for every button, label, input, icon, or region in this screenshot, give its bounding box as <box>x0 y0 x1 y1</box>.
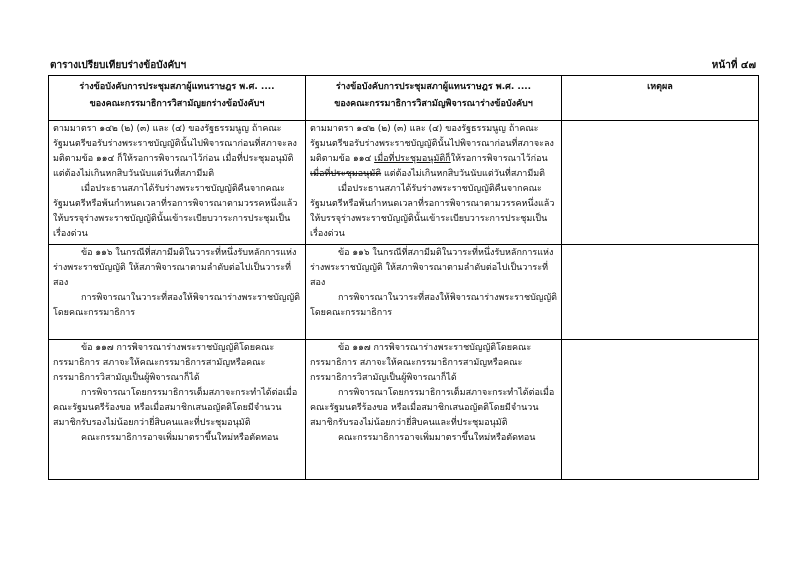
table-row <box>49 245 759 340</box>
row3-right-cell <box>306 340 562 480</box>
row3-right-para3: คณะกรรมาธิการอาจเพิ่มมาตราขึ้นใหม่หรือตัดทอน <box>338 433 536 443</box>
row1-reason-cell <box>562 121 759 245</box>
row3-right-para1: ข้อ ๑๑๗ การพิจารณาร่างพระราชบัญญัติโดยคณะกรรมาธิการ สภาจะให้คณะกรรมาธิการสามัญหรือคณะกรรมาธิการวิสามัญเป็นผู้พิจารณาก็ได้ <box>310 343 532 383</box>
row2-left-para2: การพิจารณาในวาระที่สองให้พิจารณาร่างพระราชบัญญัติโดยคณะกรรมาธิการ <box>53 293 300 318</box>
row1-right-para2: เมื่อประธานสภาได้รับร่างพระราชบัญญัติคืนจากคณะรัฐมนตรีหรือพ้นกำหนดเวลาที่รอการพิจารณาตามวรรคหนึ่งแล้ว ให้บรรจุร่างพระราชบัญญัตินั้นเข้าระเบียบวาระการประชุมเป็นเรื่องด่วน <box>310 184 555 239</box>
col2-header-line2: ของคณะกรรมาธิการวิสามัญพิจารณาร่างข้อบังคับฯ <box>334 99 533 109</box>
col1-header-line1: ร่างข้อบังคับการประชุมสภาผู้แทนราษฎร พ.ศ. .... <box>79 82 275 92</box>
row3-left-cell <box>49 340 306 480</box>
row3-left-para1: ข้อ ๑๑๗ การพิจารณาร่างพระราชบัญญัติโดยคณะกรรมาธิการ สภาจะให้คณะกรรมาธิการสามัญหรือคณะกรรมาธิการวิสามัญเป็นผู้พิจารณาก็ได้ <box>53 343 275 383</box>
row2-reason-cell <box>562 245 759 340</box>
row2-left-para1: ข้อ ๑๑๖ ในกรณีที่สภามีมติในวาระที่หนึ่งรับหลักการแห่งร่างพระราชบัญญัติ ให้สภาพิจารณาตามลำดับต่อไปเป็นวาระที่สอง <box>53 248 297 288</box>
row1-right-inserted-text: เมื่อที่ประชุมอนุมัติก็ <box>374 154 451 164</box>
row1-right-deleted-text: เมื่อที่ประชุมอนุมัติ <box>310 169 382 179</box>
row1-left-cell <box>49 121 306 245</box>
row2-right-para2: การพิจารณาในวาระที่สองให้พิจารณาร่างพระราชบัญญัติโดยคณะกรรมาธิการ <box>310 293 557 318</box>
row2-left-cell <box>49 245 306 340</box>
row1-left-para2: เมื่อประธานสภาได้รับร่างพระราชบัญญัติคืนจากคณะรัฐมนตรีหรือพ้นกำหนดเวลาที่รอการพิจารณาตามวรรคหนึ่งแล้ว ให้บรรจุร่างพระราชบัญญัตินั้นเข้าระเบียบวาระการประชุมเป็นเรื่องด่วน <box>53 184 298 239</box>
table-header-row <box>49 76 759 121</box>
col1-header-line2: ของคณะกรรมาธิการวิสามัญยกร่างข้อบังคับฯ <box>89 99 265 109</box>
col1-header <box>49 76 306 121</box>
row2-right-cell <box>306 245 562 340</box>
row1-right-cell <box>306 121 562 245</box>
row3-left-para3: คณะกรรมาธิการอาจเพิ่มมาตราขึ้นใหม่หรือตัดทอน <box>81 433 279 443</box>
col3-header: เหตุผล <box>562 76 759 121</box>
document-title: ตารางเปรียบเทียบร่างข้อบังคับฯ <box>50 60 187 71</box>
row3-left-para2: การพิจารณาโดยกรรมาธิการเต็มสภาจะกระทำได้ต่อเมื่อคณะรัฐมนตรีร้องขอ หรือเมื่อสมาชิกเสนอญัตติโดยมีจำนวนสมาชิกรับรองไม่น้อยกว่ายี่สิบคนและที่ประชุมอนุมัติ <box>53 388 298 428</box>
row1-left-para1: ตามมาตรา ๑๔๒ (๒) (๓) และ (๔) ของรัฐธรรมนูญ ถ้าคณะรัฐมนตรีขอรับร่างพระราชบัญญัตินั้นไปพิจารณาก่อนที่สภาจะลงมติตามข้อ ๑๑๔ ก็ให้รอการพิจารณาไว้ก่อน เมื่อที่ประชุมอนุมัติ แต่ต้องไม่เกินหกสิบวันนับแต่วันที่สภามีมติ <box>53 124 297 179</box>
table-row <box>49 340 759 480</box>
row1-right-para1 <box>310 122 557 182</box>
col2-header-line1: ร่างข้อบังคับการประชุมสภาผู้แทนราษฎร พ.ศ. .... <box>335 82 532 92</box>
row1-right-text-c: แต่ต้องไม่เกินหกสิบวันนับแต่วันที่สภามีมติ <box>381 169 546 179</box>
row3-reason-cell <box>562 340 759 480</box>
row3-right-para2: การพิจารณาโดยกรรมาธิการเต็มสภาจะกระทำได้ต่อเมื่อคณะรัฐมนตรีร้องขอ หรือเมื่อสมาชิกเสนอญัตติโดยมีจำนวนสมาชิกรับรองไม่น้อยกว่ายี่สิบคนและที่ประชุมอนุมัติ <box>310 388 555 428</box>
col2-header <box>306 76 562 121</box>
comparison-table <box>48 75 759 480</box>
row1-right-text-a: ตามมาตรา ๑๔๒ (๒) (๓) และ (๔) ของรัฐธรรมนูญ ถ้าคณะรัฐมนตรีขอรับร่างพระราชบัญญัตินั้นไปพิจารณาก่อนที่สภาจะลงมติตามข้อ ๑๑๔ <box>310 124 554 164</box>
table-row <box>49 121 759 245</box>
row2-right-para1: ข้อ ๑๑๖ ในกรณีที่สภามีมติในวาระที่หนึ่งรับหลักการแห่งร่างพระราชบัญญัติ ให้สภาพิจารณาตามลำดับต่อไปเป็นวาระที่สอง <box>310 248 554 288</box>
page-number: หน้าที่ ๔๗ <box>711 60 756 71</box>
row1-right-text-b: ให้รอการพิจารณาไว้ก่อน <box>450 154 548 164</box>
